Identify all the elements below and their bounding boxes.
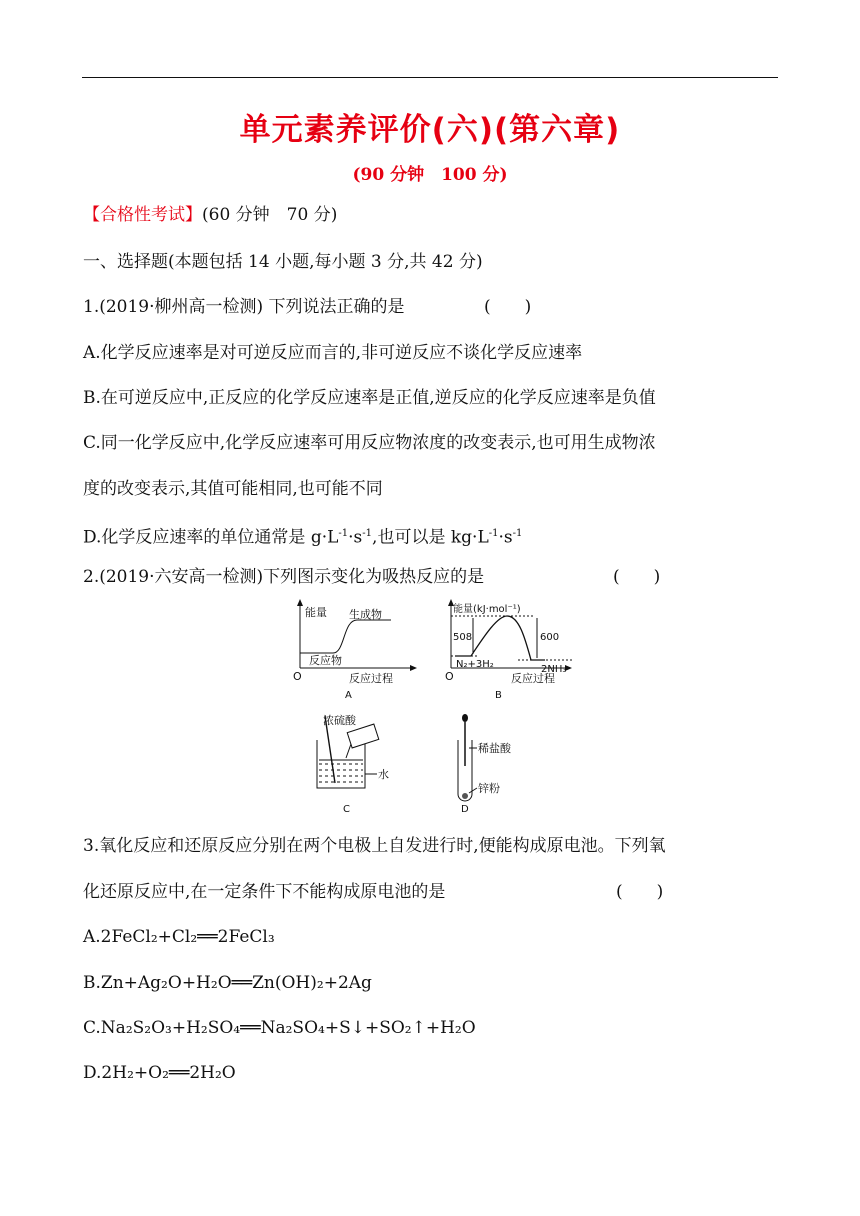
q3-option-c: C.Na₂S₂O₃+H₂SO₄══Na₂SO₄+S↓+SO₂↑+H₂O <box>83 1018 476 1038</box>
page-subtitle: (90 分钟 100 分) <box>352 165 508 185</box>
q3-option-a: A.2FeCl₂+Cl₂══2FeCl₃ <box>83 927 275 947</box>
fig-b-508: 508 <box>453 632 473 643</box>
fig-c-water: 水 <box>378 768 389 781</box>
q1-option-d <box>83 523 522 549</box>
q1-d-text2: ·s <box>348 527 363 548</box>
fig-a-reactant: 反应物 <box>309 654 342 667</box>
fig-b-reactant: N₂+3H₂ <box>456 659 494 670</box>
q2-stem-line <box>83 566 661 588</box>
q3-option-b: B.Zn+Ag₂O+H₂O══Zn(OH)₂+2Ag <box>83 973 372 993</box>
q3-option-d: D.2H₂+O₂══2H₂O <box>83 1063 236 1083</box>
section-tag-info: (60 分钟 70 分) <box>202 205 338 225</box>
fig-b-product: 2NH₃ <box>541 664 567 675</box>
fig-b-ylabel: 能量(kJ·mol⁻¹) <box>453 604 521 615</box>
q1-d-exp1: -1 <box>338 528 349 539</box>
fig-c-label: 浓硫酸 <box>323 714 356 727</box>
header-rule <box>82 77 778 78</box>
q1-option-c-line2: 度的改变表示,其值可能相同,也可能不同 <box>83 479 383 499</box>
fig-a-product: 生成物 <box>349 608 382 621</box>
q3-stem-line2 <box>83 881 664 903</box>
fig-d-acid: 稀盐酸 <box>478 742 511 755</box>
q1-option-b: B.在可逆反应中,正反应的化学反应速率是正值,逆反应的化学反应速率是负值 <box>83 388 656 408</box>
q1-d-text1: D.化学反应速率的单位通常是 g·L <box>83 527 339 548</box>
fig-b-caption: B <box>495 690 502 701</box>
q3-stem-line1: 3.氧化反应和还原反应分别在两个电极上自发进行时,便能构成原电池。下列氧 <box>83 836 666 856</box>
q3-stem2: 化还原反应中,在一定条件下不能构成原电池的是 <box>83 882 446 902</box>
q1-d-text3: ,也可以是 kg·L <box>372 527 489 548</box>
q1-option-a: A.化学反应速率是对可逆反应而言的,非可逆反应不谈化学反应速率 <box>83 343 583 363</box>
fig-b-xlabel: 反应过程 <box>511 672 555 685</box>
figure-b <box>445 599 573 701</box>
q1-d-exp2: -1 <box>362 528 373 539</box>
q2-stem: 2.(2019·六安高一检测)下列图示变化为吸热反应的是 <box>83 567 485 587</box>
q3-answer-blank: ( ) <box>616 882 664 902</box>
figure-a <box>293 599 417 701</box>
figure-d <box>458 714 512 815</box>
fig-a-origin: O <box>293 670 302 683</box>
fig-d-caption: D <box>461 804 469 815</box>
q1-stem-line <box>83 296 532 318</box>
section-tag: 【合格性考试】 <box>83 205 202 225</box>
section-header <box>83 204 337 226</box>
q1-option-c-line1: C.同一化学反应中,化学反应速率可用反应物浓度的改变表示,也可用生成物浓 <box>83 433 656 453</box>
fig-b-600: 600 <box>540 632 560 643</box>
figure-c <box>317 713 389 815</box>
q2-answer-blank: ( ) <box>613 567 661 587</box>
q1-d-text4: ·s <box>498 527 513 548</box>
page-title: 单元素养评价(六)(第六章) <box>239 112 621 148</box>
q1-d-exp4: -1 <box>512 528 523 539</box>
fig-a-ylabel: 能量 <box>305 606 327 619</box>
fig-a-caption: A <box>345 690 352 701</box>
fig-b-origin: O <box>445 670 454 683</box>
fig-a-xlabel: 反应过程 <box>349 672 393 685</box>
fig-d-zinc: 锌粉 <box>478 782 500 795</box>
q2-figure <box>283 598 583 823</box>
q1-d-exp3: -1 <box>488 528 499 539</box>
fig-c-caption: C <box>343 804 350 815</box>
q1-answer-blank: ( ) <box>484 297 532 317</box>
part-title: 一、选择题(本题包括 14 小题,每小题 3 分,共 42 分) <box>83 252 483 272</box>
q1-stem: 1.(2019·柳州高一检测) 下列说法正确的是 <box>83 297 405 317</box>
